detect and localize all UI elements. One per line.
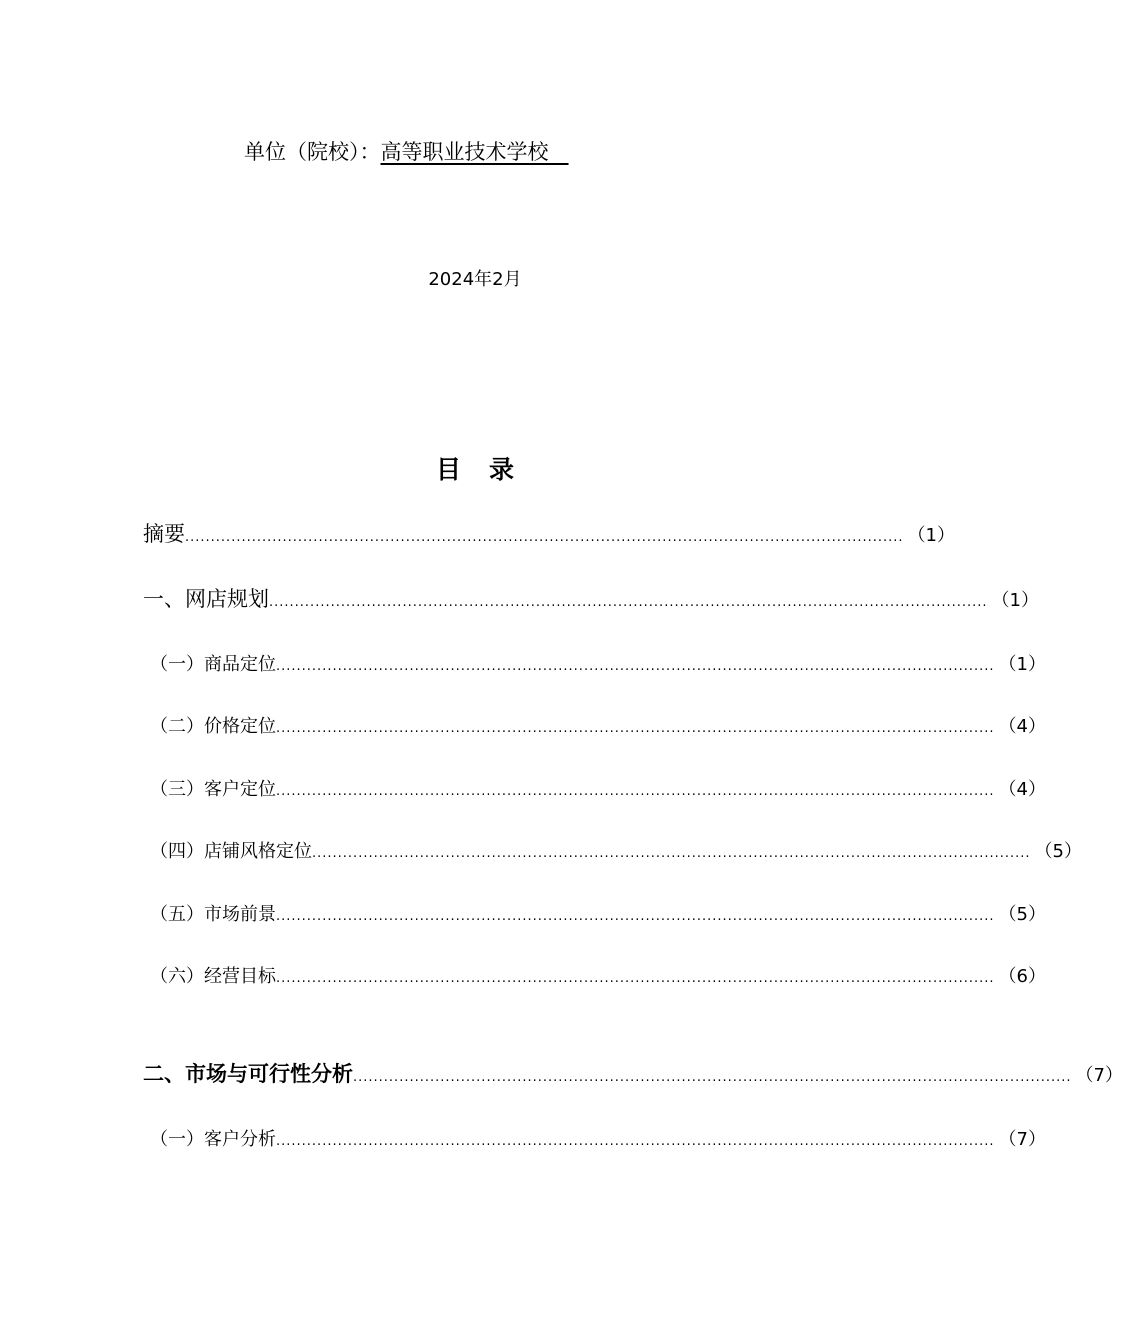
toc-entry-1-6[interactable] bbox=[150, 962, 1046, 988]
toc-entry-page: （7） bbox=[1075, 1065, 1123, 1086]
toc-entry-page: （4） bbox=[998, 716, 1046, 737]
toc-entry-label: 摘要 bbox=[143, 522, 185, 546]
toc-entry-page: （5） bbox=[1034, 841, 1082, 862]
unit-label: 单位（院校）： bbox=[244, 140, 381, 164]
toc-entry-page: （1） bbox=[907, 525, 955, 546]
toc-leader-dots: ............................................................................................................................................ bbox=[269, 595, 988, 610]
toc-entry-page: （6） bbox=[998, 966, 1046, 987]
toc-entry-1-1[interactable] bbox=[150, 650, 1046, 676]
toc-entry-abstract[interactable] bbox=[143, 518, 955, 548]
toc-leader-dots: ............................................................................................................................................ bbox=[276, 784, 995, 799]
toc-entry-label: （五）市场前景 bbox=[150, 904, 276, 925]
toc-entry-page: （7） bbox=[998, 1129, 1046, 1150]
toc-entry-page: （1） bbox=[998, 654, 1046, 675]
unit-line bbox=[244, 136, 569, 166]
unit-value: 高等职业技术学校 bbox=[380, 140, 549, 164]
toc-entry-label: （六）经营目标 bbox=[150, 966, 276, 987]
toc-entry-section-1[interactable] bbox=[143, 583, 1039, 613]
report-date: 2024年2月 bbox=[428, 269, 522, 290]
toc-leader-dots: ............................................................................................................................................ bbox=[185, 530, 904, 545]
toc-entry-1-2[interactable] bbox=[150, 712, 1046, 738]
toc-title: 目录 bbox=[435, 455, 542, 484]
toc-leader-dots: ............................................................................................................................................ bbox=[353, 1070, 1072, 1085]
toc-entry-1-3[interactable] bbox=[150, 775, 1046, 801]
toc-leader-dots: ............................................................................................................................................ bbox=[312, 846, 1031, 861]
toc-entry-label: 一、网店规划 bbox=[143, 587, 269, 611]
toc-leader-dots: ............................................................................................................................................ bbox=[276, 659, 995, 674]
toc-entry-label: （一）客户分析 bbox=[150, 1129, 276, 1150]
toc-entry-page: （4） bbox=[998, 779, 1046, 800]
toc-entry-section-2[interactable] bbox=[143, 1058, 1123, 1088]
toc-entry-page: （1） bbox=[991, 590, 1039, 611]
toc-entry-label: （四）店铺风格定位 bbox=[150, 841, 312, 862]
toc-entry-1-4[interactable] bbox=[150, 837, 1082, 863]
toc-leader-dots: ............................................................................................................................................ bbox=[276, 909, 995, 924]
toc-leader-dots: ............................................................................................................................................ bbox=[276, 971, 995, 986]
toc-entry-label: （三）客户定位 bbox=[150, 779, 276, 800]
toc-entry-label: 二、市场与可行性分析 bbox=[143, 1062, 353, 1086]
toc-entry-label: （一）商品定位 bbox=[150, 654, 276, 675]
toc-entry-2-1[interactable] bbox=[150, 1125, 1046, 1151]
toc-leader-dots: ............................................................................................................................................ bbox=[276, 1134, 995, 1149]
toc-entry-1-5[interactable] bbox=[150, 900, 1046, 926]
toc-leader-dots: ............................................................................................................................................ bbox=[276, 721, 995, 736]
toc-entry-page: （5） bbox=[998, 904, 1046, 925]
toc-entry-label: （二）价格定位 bbox=[150, 716, 276, 737]
